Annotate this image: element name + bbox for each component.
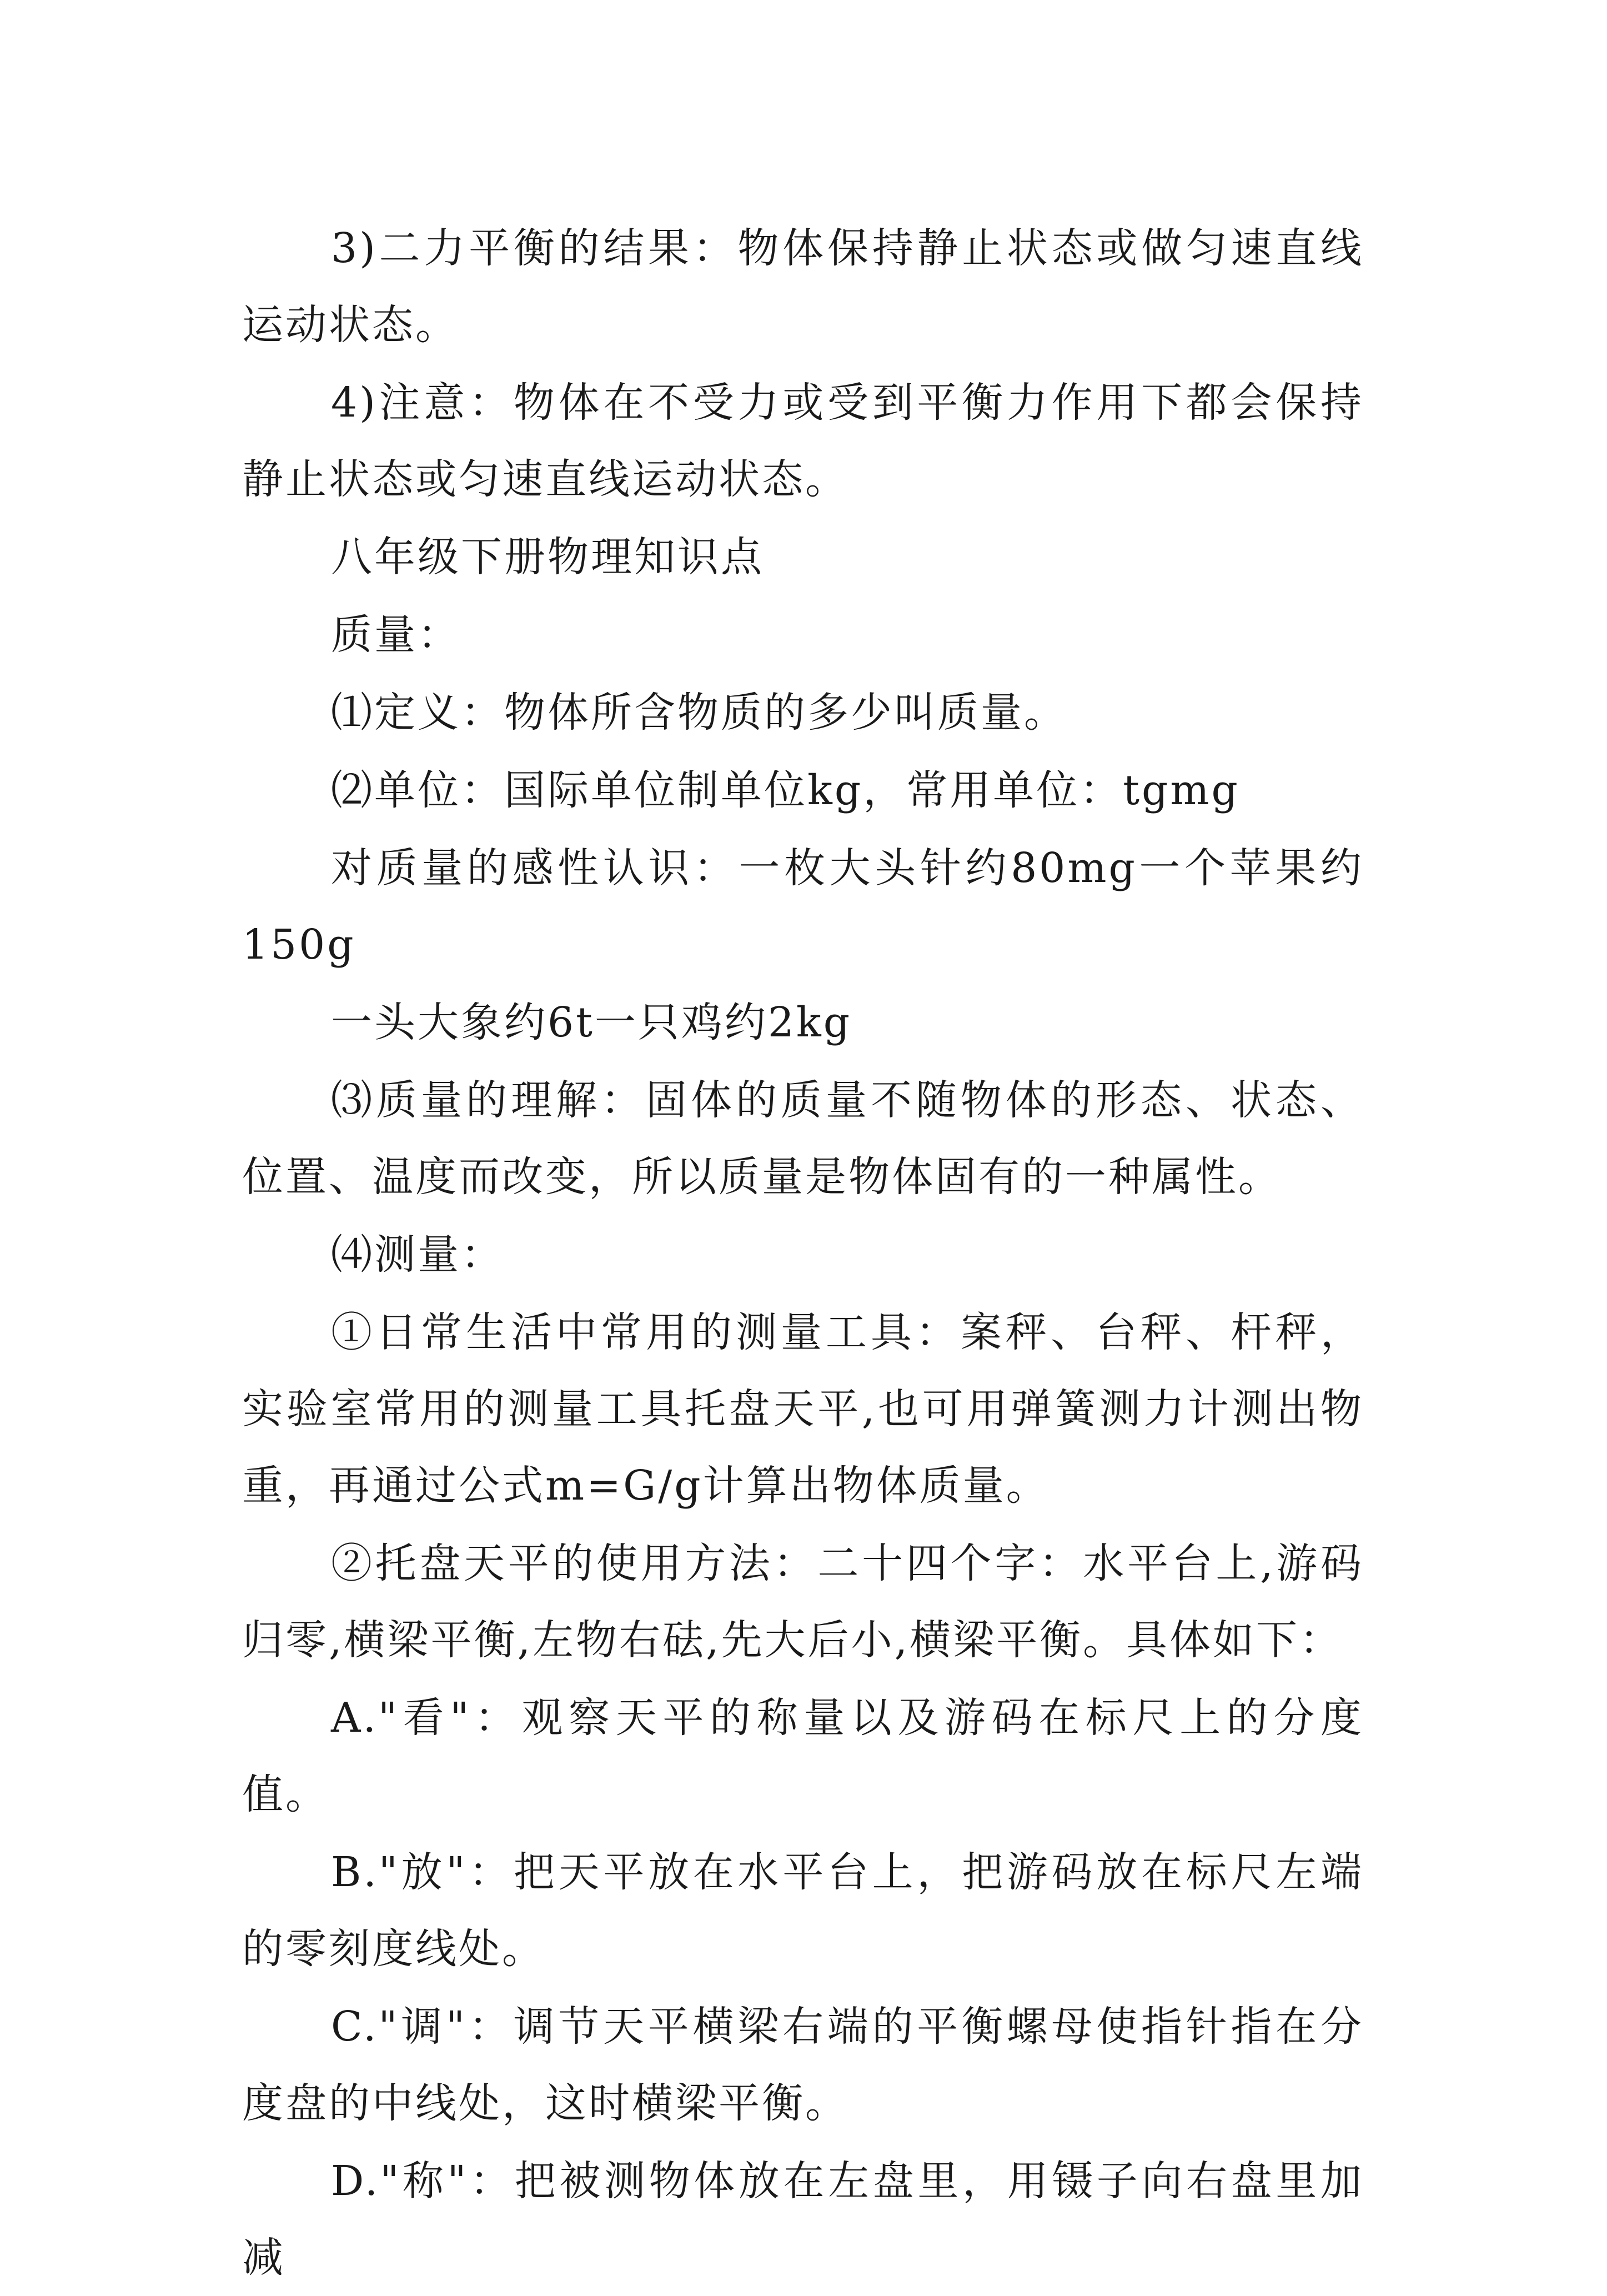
subheading-mass: 质量：: [331, 611, 461, 659]
paragraph-tools: ①日常生活中常用的测量工具：案秤、台秤、杆秤，实验室常用的测量工具托盘天平,也可用弹簧测力计测出物重，再通过公式m=G/g计算出物体质量。: [242, 1309, 1364, 1510]
document-body: [242, 210, 1364, 2296]
paragraph-understanding: ⑶质量的理解：固体的质量不随物体的形态、状态、位置、温度而改变，所以质量是物体固有的一种属性。: [242, 1076, 1364, 1201]
paragraph-note: 4)注意：物体在不受力或受到平衡力作用下都会保持静止状态或匀速直线运动状态。: [242, 379, 1364, 503]
step-d-weigh: D."称"：把被测物体放在左盘里，用镊子向右盘里加减: [242, 2157, 1364, 2282]
step-c-adjust: C."调"：调节天平横梁右端的平衡螺母使指针指在分度盘的中线处，这时横梁平衡。: [242, 2003, 1364, 2127]
paragraph-unit: ⑵单位：国际单位制单位kg，常用单位：tgmg: [331, 766, 1240, 814]
paragraph-balance-method: ②托盘天平的使用方法：二十四个字：水平台上,游码归零,横梁平衡,左物右砝,先大后小,横梁平衡。具体如下：: [242, 1540, 1364, 1664]
step-b-place: B."放"：把天平放在水平台上，把游码放在标尺左端的零刻度线处。: [242, 1848, 1364, 1973]
step-a-look: A."看"：观察天平的称量以及游码在标尺上的分度值。: [242, 1694, 1364, 1818]
paragraph-perception-2: 一头大象约6t一只鸡约2kg: [331, 999, 852, 1046]
section-heading: 八年级下册物理知识点: [331, 533, 764, 581]
paragraph-force-balance-result: 3)二力平衡的结果：物体保持静止状态或做匀速直线运动状态。: [242, 224, 1364, 349]
paragraph-perception-1: 对质量的感性认识：一枚大头针约80mg一个苹果约150g: [242, 844, 1364, 969]
paragraph-definition: ⑴定义：物体所含物质的多少叫质量。: [331, 689, 1067, 736]
subheading-measurement: ⑷测量：: [331, 1231, 504, 1279]
